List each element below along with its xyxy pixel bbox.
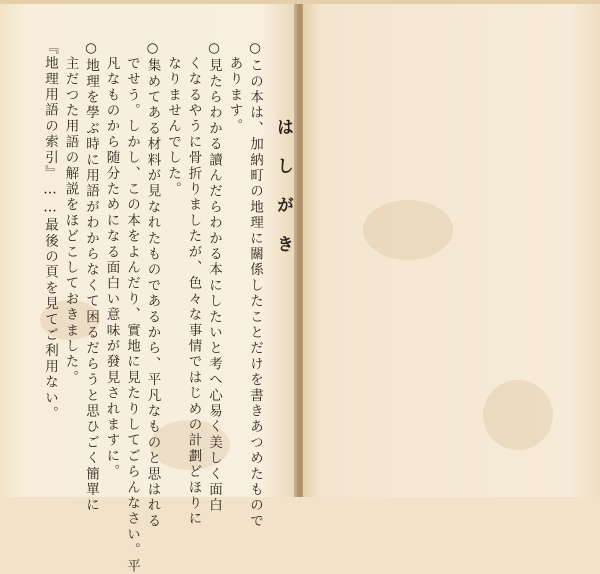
text-column: くなるやうに骨折りましたが、色々な事情ではじめの計劃どほりに — [185, 56, 202, 527]
text-column: 『地理用語の索引』……最後の頁を見てご利用ない。 — [42, 40, 58, 422]
page-edge — [0, 0, 600, 4]
left-page — [0, 0, 297, 574]
text-column: ○この本は、加納町の地理に關係したことだけを書きあつめたもので — [247, 40, 263, 530]
preface-text — [40, 40, 266, 574]
text-column: 凡なものから随分ためになる面白い意味が發見されますに。 — [103, 56, 120, 480]
paper-stain — [363, 200, 453, 260]
text-column: ○見たらわかる讀んだらわかる本にしたいと考へ心易く美しく面白 — [206, 40, 222, 514]
paper-stain — [483, 380, 553, 450]
text-column: ○集めてある材料が見なれたものであるから、平凡なものと思はれる — [144, 40, 161, 530]
text-column: なりませんでした。 — [165, 56, 181, 198]
page-heading: はしがき — [273, 118, 293, 274]
right-page — [303, 0, 600, 497]
text-column: でせう。しかし、この本をよんだり、實地に見たりしてごらんなさい。平 — [124, 56, 140, 574]
text-column: 主だつた用語の解説をほどこしておきました。 — [62, 56, 79, 386]
text-column: あります。 — [226, 56, 243, 135]
text-column: ○地理を學ぶ時に用語がわからなくて困るだらうと思ひごく簡單に — [83, 40, 99, 514]
